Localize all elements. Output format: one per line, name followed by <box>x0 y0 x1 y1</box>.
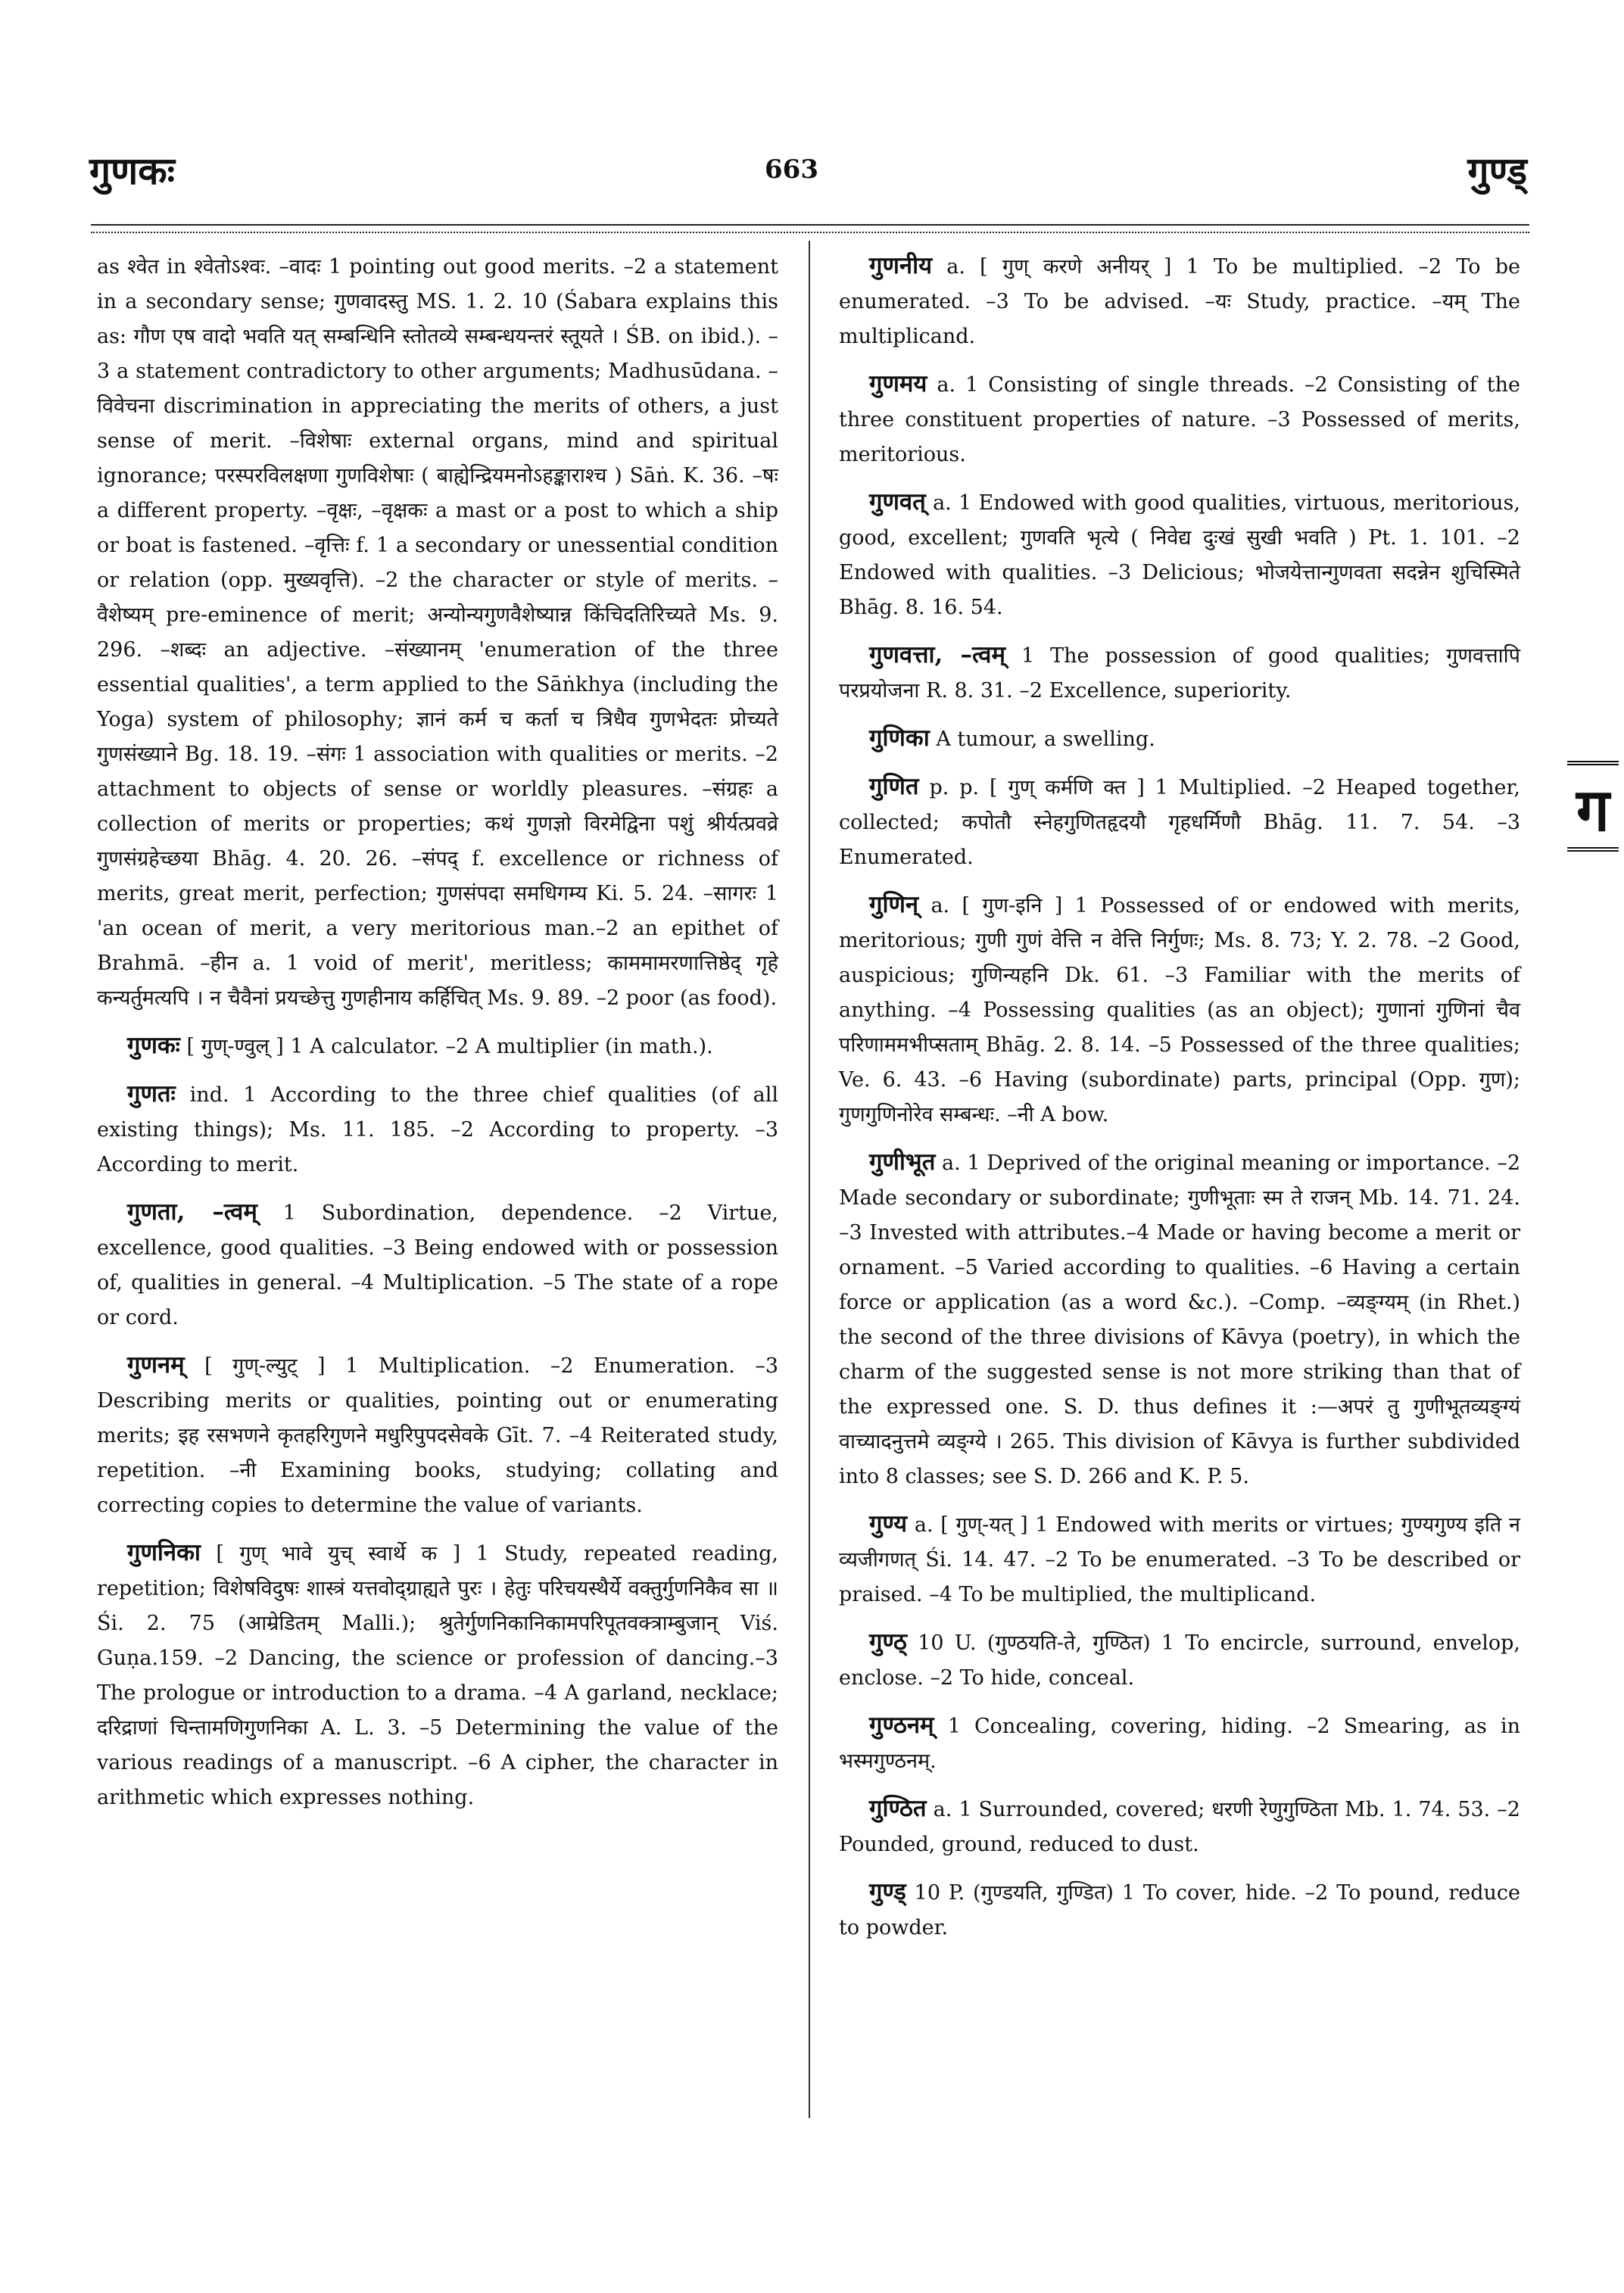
entry-headword: गुणित <box>869 773 919 800</box>
entry-text: a. 1 Endowed with good qualities, virtuous, meritorious, good, excellent; गुणवति भृत्ये ( निवेद्य दुःखं सुखी भवति ) Pt. 1. 101. –2 Endowed with qualities. –3 Delicious; भोजयेत्तान्गुणवता सदन्नेन शुचिस्मिते Bhāg. 8. 16. 54. <box>839 491 1520 619</box>
page-number: 663 <box>765 154 818 185</box>
header-left-word: गुणकः <box>89 148 175 193</box>
column-divider <box>809 241 810 2118</box>
entry-text: [ गुण् भावे युच् स्वार्थे क ] 1 Study, repeated reading, repetition; विशेषविदुषः शास्त्रं यत्तवोद्ग्राह्यते पुरः । हेतुः परिचयस्थैर्ये वक्तुर्गुणनिकैव सा ॥ Śi. 2. 75 (आम्रेडितम् Malli.); श्रुतेर्गुणनिकानिकामपरिपूतवक्त्राम्बुजान् Viś. Guṇa.159. –2 Dancing, the science or profession of dancing.–3 The prologue or introduction to a drama. –4 A garland, necklace; दरिद्राणां चिन्तामणिगुणनिका A. L. 3. –5 Determining the value of the various readings of a manuscript. –6 A cipher, the character in arithmetic which expresses nothing. <box>97 1542 778 1809</box>
entry-text: 1 The possession of good qualities; गुणवत्तापि परप्रयोजना R. 8. 31. –2 Excellence, superiority. <box>839 644 1520 703</box>
dictionary-entry <box>839 637 1520 709</box>
entry-headword: गुणिका <box>869 724 930 752</box>
entry-headword: गुणमय <box>869 370 927 397</box>
dictionary-entry <box>839 721 1520 757</box>
right-column <box>839 248 1520 1958</box>
dictionary-entry <box>97 1535 778 1815</box>
entry-headword: गुण्ठित <box>869 1795 927 1822</box>
dictionary-entry <box>839 1145 1520 1494</box>
dictionary-entry <box>97 1347 778 1523</box>
entry-headword: गुणता, –त्वम् <box>127 1198 257 1226</box>
entry-headword: गुण्य <box>869 1510 908 1537</box>
dictionary-entry <box>839 887 1520 1132</box>
entry-text: a. [ गुण् करणे अनीयर् ] 1 To be multiplied. –2 To be enumerated. –3 To be advised. –यः Study, practice. –यम् The multiplicand. <box>839 255 1520 348</box>
entry-text: a. 1 Consisting of single threads. –2 Consisting of the three constituent properties of nature. –3 Possessed of merits, meritorious. <box>839 373 1520 466</box>
entry-headword: गुणतः <box>127 1080 176 1108</box>
header-dotted-rule <box>91 232 1529 233</box>
entry-text: 10 U. (गुण्ठयति-ते, गुण्ठित) 1 To encircle, surround, envelop, enclose. –2 To hide, conceal. <box>839 1631 1520 1690</box>
entry-text: a. 1 Surrounded, covered; धरणी रेणुगुण्ठिता Mb. 1. 74. 53. –2 Pounded, ground, reduced to dust. <box>839 1798 1520 1856</box>
left-column <box>97 248 778 1827</box>
dictionary-entry <box>839 1874 1520 1946</box>
entry-text: 1 Subordination, dependence. –2 Virtue, excellence, good qualities. –3 Being endowed with or possession of, qualities in general. –4 Multiplication. –5 The state of a rope or cord. <box>97 1201 779 1329</box>
entry-text: ind. 1 According to the three chief qualities (of all existing things); Ms. 11. 185. –2 According to property. –3 According to merit. <box>97 1083 778 1176</box>
entry-headword: गुणनिका <box>127 1539 201 1566</box>
entry-headword: गुणनम् <box>127 1351 185 1379</box>
entry-text: a. [ गुण-इनि ] 1 Possessed of or endowed with merits, meritorious; गुणी गुणं वेत्ति न वेत्ति निर्गुणः; Ms. 8. 73; Y. 2. 78. –2 Good, auspicious; गुणिन्यहनि Dk. 61. –3 Familiar with the merits of anything. –4 Possessing qualities (as an object); गुणानां गुणिनां चैव परिणाममभीप्सताम् Bhāg. 2. 8. 14. –5 Possessed of the three qualities; Ve. 6. 43. –6 Having (subordinate) parts, principal (Opp. गुण); गुणगुणिनोरेव सम्बन्धः. –नी A bow. <box>839 894 1520 1126</box>
entry-headword: गुणवत् <box>869 488 926 516</box>
entry-text: 10 P. (गुण्डयति, गुण्डित) 1 To cover, hide. –2 To pound, reduce to powder. <box>839 1881 1520 1939</box>
dictionary-entry <box>839 1506 1520 1612</box>
entry-text: [ गुण्-ल्युट् ] 1 Multiplication. –2 Enumeration. –3 Describing merits or qualities, pointing out or enumerating merits; इह रसभणने कृतहरिगुणने मधुरिपुपदसेवके Gīt. 7. –4 Reiterated study, repetition. –नी Examining books, studying; collating and correcting copies to determine the value of variants. <box>97 1354 778 1517</box>
entry-headword: गुणिन् <box>869 891 919 918</box>
dictionary-entry <box>97 1028 778 1064</box>
thumb-index-tab: ग <box>1567 761 1619 852</box>
entry-text: as श्वेत in श्वेतोऽश्वः. –वादः 1 pointing out good merits. –2 a statement in a secondary sense; गुणवादस्तु MS. 1. 2. 10 (Śabara explains this as: गौण एष वादो भवति यत् सम्बन्धिनि स्तोतव्ये सम्बन्धयन्तरं स्तूयते । ŚB. on ibid.). –3 a statement contradictory to other arguments; Madhusūdana. –विवेचना discrimination in appreciating the merits of others, a just sense of merit. –विशेषाः external organs, mind and spiritual ignorance; परस्परविलक्षणा गुणविशेषाः ( बाह्येन्द्रियमनोऽहङ्काराश्च ) Sāṅ. K. 36. –षः a different property. –वृक्षः, –वृक्षकः a mast or a post to which a ship or boat is fastened. –वृत्तिः f. 1 a secondary or unessential condition or relation (opp. मुख्यवृत्ति). –2 the character or style of merits. –वैशेष्यम् pre-eminence of merit; अन्योन्यगुणवैशेष्यान्न किंचिदतिरिच्यते Ms. 9. 296. –शब्दः an adjective. –संख्यानम् 'enumeration of the three essential qualities', a term applied to the Sāṅkhya (including the Yoga) system of philosophy; ज्ञानं कर्म च कर्ता च त्रिधैव गुणभेदतः प्रोच्यते गुणसंख्याने Bg. 18. 19. –संगः 1 association with qualities or merits. –2 attachment to objects of sense or worldly pleasures. –संग्रहः a collection of merits or properties; कथं गुणज्ञो विरमेद्विना पशुं श्रीर्यत्प्रवव्रे गुणसंग्रहेच्छया Bhāg. 4. 20. 26. –संपद् f. excellence or richness of merits, great merit, perfection; गुणसंपदा समधिगम्य Ki. 5. 24. –सागरः 1 'an ocean of merit, a very meritorious man.–2 an epithet of Brahmā. –हीन a. 1 void of merit', meritless; काममामरणात्तिष्ठेद् गृहे कन्यर्तुमत्यपि । न चैवैनां प्रयच्छेत्तु गुणहीनाय कर्हिचित् Ms. 9. 89. –2 poor (as food). <box>97 255 778 1010</box>
header-right-word: गुण्ड् <box>1467 148 1527 193</box>
entry-headword: गुणवत्ता, –त्वम् <box>869 641 1006 668</box>
entry-text: a. 1 Deprived of the original meaning or importance. –2 Made secondary or subordinate; गुणीभूताः स्म ते राजन् Mb. 14. 71. 24. –3 Invested with attributes.–4 Made or having become a merit or ornament. –5 Varied according to qualities. –6 Having a certain force or application (as a word &c.). –Comp. –व्यङ्ग्यम् (in Rhet.) the second of the three divisions of Kāvya (poetry), in which the charm of the suggested sense is not more striking than that of the expressed one. S. D. thus defines it :—अपरं तु गुणीभूतव्यङ्ग्यं वाच्यादनुत्तमे व्यङ्ग्ये । 265. This division of Kāvya is further subdivided into 8 classes; see S. D. 266 and K. P. 5. <box>839 1151 1520 1488</box>
entry-text: [ गुण्-ण्वुल् ] 1 A calculator. –2 A multiplier (in math.). <box>179 1035 713 1058</box>
dictionary-entry <box>839 1708 1520 1779</box>
dictionary-entry <box>839 484 1520 625</box>
entry-text: a. [ गुण्-यत् ] 1 Endowed with merits or virtues; गुण्यगुण्य इति न व्यजीगणत् Śi. 14. 47. –2 To be enumerated. –3 To be described or praised. –4 To be multiplied, the multiplicand. <box>839 1513 1520 1606</box>
entry-headword: गुण्ठनम् <box>869 1712 934 1739</box>
entry-text: p. p. [ गुण् कर्मणि क्त ] 1 Multiplied. –2 Heaped together, collected; कपोतौ स्नेहगुणितहृदयौ गृहधर्मिणौ Bhāg. 11. 7. 54. –3 Enumerated. <box>839 776 1520 869</box>
dictionary-entry <box>839 1625 1520 1696</box>
header-rule <box>91 224 1529 226</box>
dictionary-entry <box>839 366 1520 472</box>
dictionary-entry <box>97 1195 778 1335</box>
entry-headword: गुणनीय <box>869 252 933 279</box>
entry-headword: गुण्ड् <box>869 1878 906 1905</box>
entry-headword: गुण्ठ् <box>869 1628 907 1656</box>
entry-text: 1 Concealing, covering, hiding. –2 Smearing, as in भस्मगुण्ठनम्. <box>839 1715 1520 1773</box>
dictionary-entry <box>839 769 1520 875</box>
dictionary-entry <box>839 1791 1520 1862</box>
entry-headword: गुणीभूत <box>869 1148 936 1176</box>
dictionary-entry <box>97 248 778 1016</box>
entry-headword: गुणकः <box>127 1032 180 1059</box>
entry-text: A tumour, a swelling. <box>929 727 1155 751</box>
dictionary-entry <box>97 1076 778 1182</box>
dictionary-entry <box>839 248 1520 354</box>
